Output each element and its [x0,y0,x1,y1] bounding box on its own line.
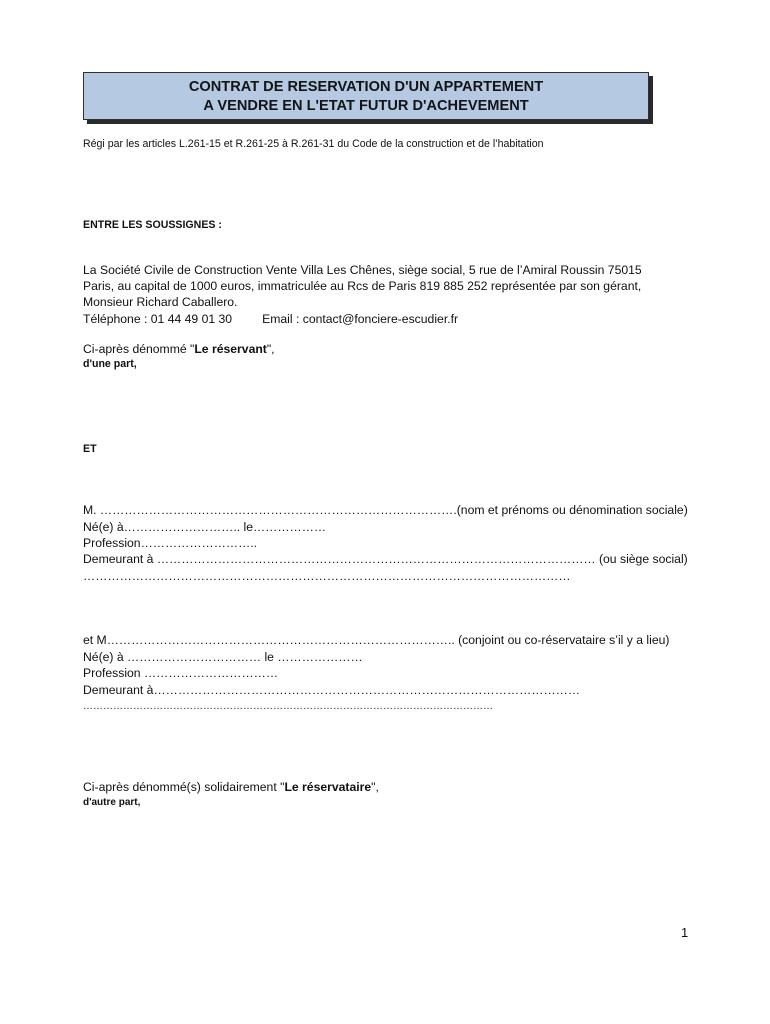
company-line-2: Paris, au capital de 1000 euros, immatriculée au Rcs de Paris 819 885 252 représentée par son gérant, [83,279,642,293]
person1-name-line: M. …………………………………………………………………………….(nom et prénoms ou dénomination sociale) [83,503,688,517]
legal-reference: Régi par les articles L.261-15 et R.261-25 à R.261-31 du Code de la construction et de l’habitation [83,138,544,150]
person2-name-line: et M………………………………………………………………………….. (conjoint ou co-réservataire s’il y a lieu) [83,633,670,647]
company-line-1: La Société Civile de Construction Vente Villa Les Chênes, siège social, 5 rue de l’Amiral Roussin 75015 [83,263,642,277]
reservataire-prefix: Ci-après dénommé(s) solidairement " [83,780,285,794]
page-number: 1 [681,925,689,940]
reservataire-name: Le réservataire [284,780,372,794]
document-title-line-2: A VENDRE EN L'ETAT FUTUR D'ACHEVEMENT [203,98,529,114]
reservataire-part: d'autre part, [83,797,141,808]
company-contact [83,312,458,326]
parties-heading: ENTRE LES SOUSSIGNES : [83,219,222,231]
person2-address-continuation: …………………………………………………………………………………………………………… [83,701,493,712]
document-title-box [83,72,649,120]
reservant-part: d'une part, [83,358,137,370]
reservant-suffix: ", [266,342,275,356]
person2-profession-line: Profession …………………………… [83,666,279,680]
person1-profession-line: Profession……………………….. [83,536,258,550]
person1-address-line: Demeurant à ……………………………………………………………………………………………… (ou siège social) [83,552,688,566]
reservataire-suffix: ", [371,780,379,794]
reservant-prefix: Ci-après dénommé " [83,342,195,356]
et-label: ET [83,443,97,455]
document-title-line-1: CONTRAT DE RESERVATION D'UN APPARTEMENT [188,79,544,95]
person2-birth-line: Né(e) à …………………………… le ………………… [83,650,363,664]
person1-address-continuation: ………………………………………………………………………………………………………… [83,569,571,583]
reservataire-designation [83,780,379,794]
person2-address-line: Demeurant à…………………………………………………………………………………………… [83,683,581,697]
company-email: Email : contact@fonciere-escudier.fr [262,312,459,326]
person1-birth-line: Né(e) à……………………….. le……………… [83,520,327,534]
company-line-3: Monsieur Richard Caballero. [83,295,238,309]
reservant-name: Le réservant [194,342,267,356]
reservant-designation [83,342,275,356]
company-phone: Téléphone : 01 44 49 01 30 [83,312,233,326]
